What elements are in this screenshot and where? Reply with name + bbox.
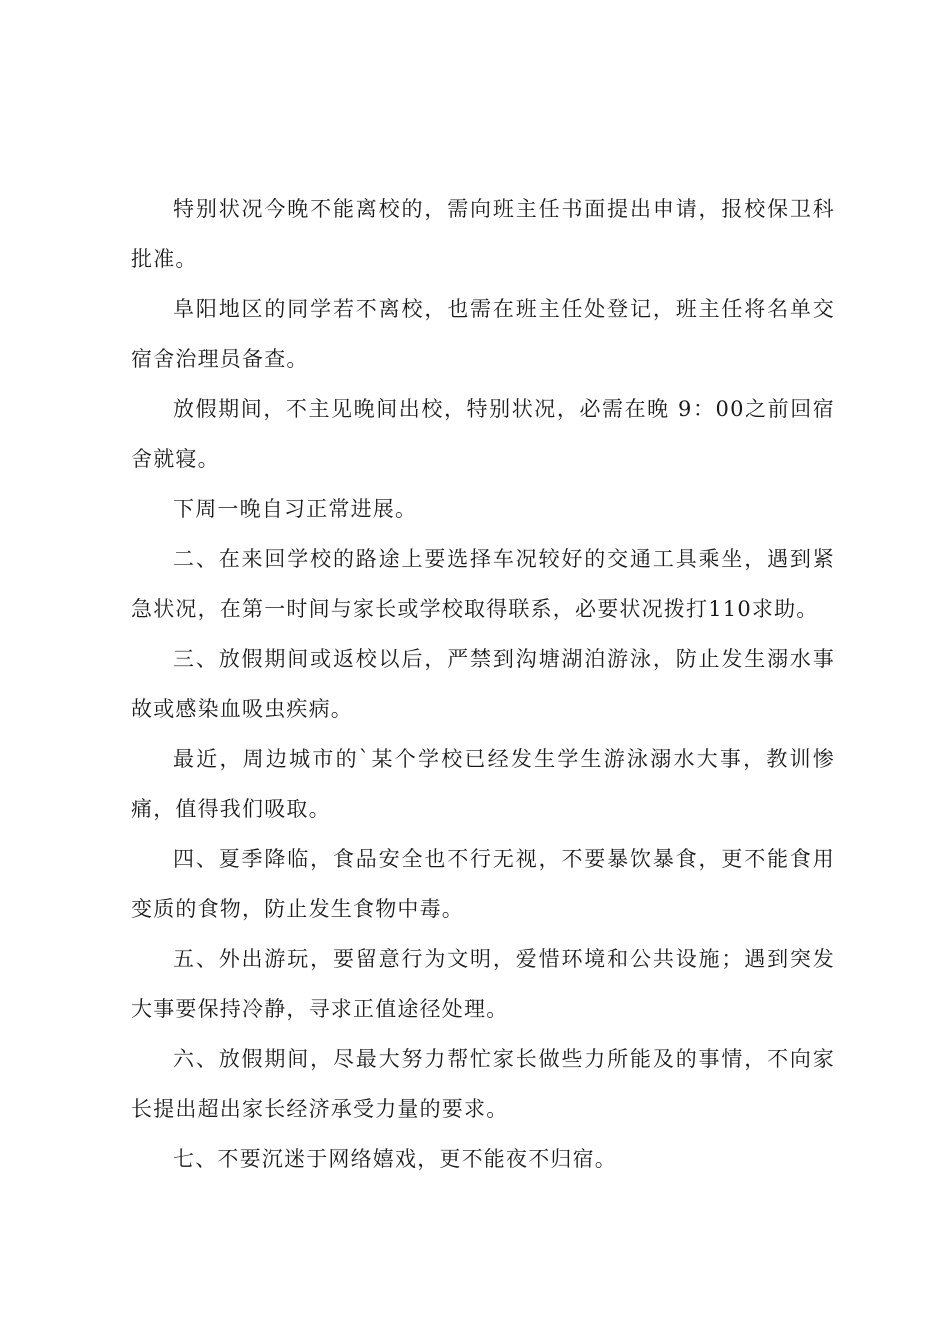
paragraph: 四、夏季降临，食品安全也不行无视，不要暴饮暴食，更不能食用变质的食物，防止发生食物中毒。	[131, 847, 835, 921]
paragraph: 二、在来回学校的路途上要选择车况较好的交通工具乘坐，遇到紧急状况，在第一时间与家长或学校取得联系，必要状况拨打110求助。	[131, 547, 835, 621]
paragraph: 特别状况今晚不能离校的，需向班主任书面提出申请，报校保卫科批准。	[131, 197, 835, 271]
paragraph: 七、不要沉迷于网络嬉戏，更不能夜不归宿。	[173, 1147, 617, 1171]
paragraph: 最近，周边城市的`某个学校已经发生学生游泳溺水大事，教训惨痛，值得我们吸取。	[131, 747, 835, 821]
document-body	[131, 184, 835, 1184]
paragraph: 三、放假期间或返校以后，严禁到沟塘湖泊游泳，防止发生溺水事故或感染血吸虫疾病。	[131, 647, 835, 721]
paragraph: 五、外出游玩，要留意行为文明，爱惜环境和公共设施；遇到突发大事要保持冷静，寻求正值途径处理。	[131, 947, 835, 1021]
paragraph: 下周一晚自习正常进展。	[173, 497, 418, 521]
paragraph: 阜阳地区的同学若不离校，也需在班主任处登记，班主任将名单交宿舍治理员备查。	[131, 297, 835, 371]
paragraph: 放假期间，不主见晚间出校，特别状况，必需在晚 9：00之前回宿舍就寝。	[131, 397, 835, 471]
paragraph: 六、放假期间，尽最大努力帮忙家长做些力所能及的事情，不向家长提出超出家长经济承受力量的要求。	[131, 1047, 835, 1121]
